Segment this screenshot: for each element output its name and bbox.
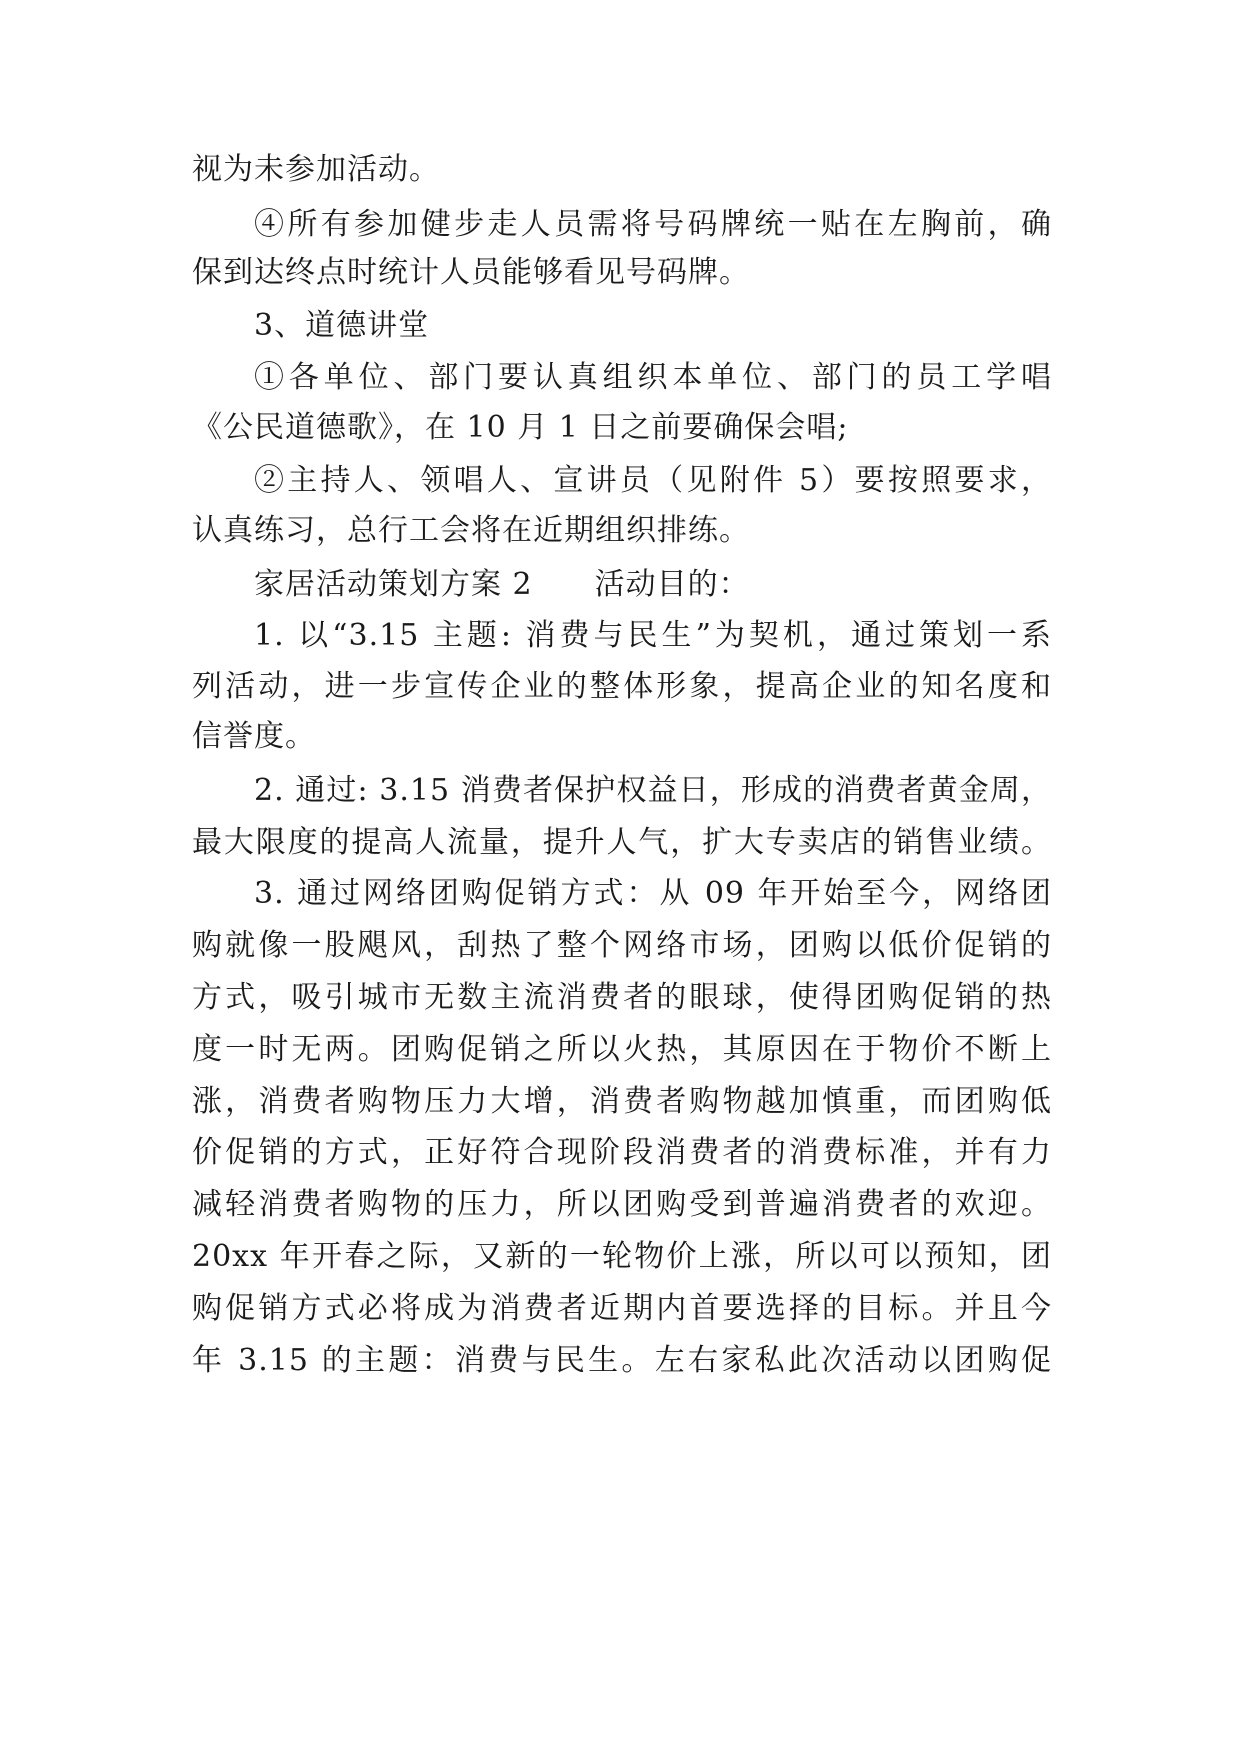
section-heading: 家居活动策划方案 2 活动目的：: [254, 567, 750, 602]
text-line: 价促销的方式，正好符合现阶段消费者的消费标准，并有力: [192, 1135, 1052, 1170]
text-line: 信誉度。: [192, 719, 316, 754]
text-line: 度一时无两。团购促销之所以火热，其原因在于物价不断上: [192, 1032, 1052, 1067]
text-line: 2. 通过: 3.15 消费者保护权益日，形成的消费者黄金周，: [254, 773, 1052, 808]
text-line: ①各单位、部门要认真组织本单位、部门的员工学唱: [254, 360, 1052, 395]
text-line: 方式，吸引城市无数主流消费者的眼球，使得团购促销的热: [192, 980, 1052, 1015]
text-line: 20xx 年开春之际，又新的一轮物价上涨，所以可以预知，团: [192, 1239, 1052, 1274]
text-line: 涨，消费者购物压力大增，消费者购物越加慎重，而团购低: [192, 1084, 1052, 1119]
text-line: 《公民道德歌》，在 10 月 1 日之前要确保会唱;: [192, 410, 849, 445]
text-line: 1. 以“3.15 主题: 消费与民生”为契机，通过策划一系: [254, 618, 1052, 653]
text-line: ②主持人、领唱人、宣讲员（见附件 5）要按照要求，: [254, 463, 1052, 498]
text-line: 最大限度的提高人流量，提升人气，扩大专卖店的销售业绩。: [192, 825, 1052, 860]
text-line: 购促销方式必将成为消费者近期内首要选择的目标。并且今: [192, 1291, 1052, 1326]
text-line: 列活动，进一步宣传企业的整体形象，提高企业的知名度和: [192, 669, 1052, 704]
section-heading: 3、道德讲堂: [254, 308, 430, 343]
text-line: 保到达终点时统计人员能够看见号码牌。: [192, 255, 750, 290]
text-line: ④所有参加健步走人员需将号码牌统一贴在左胸前，确: [254, 207, 1052, 242]
text-line: 购就像一股飓风，刮热了整个网络市场，团购以低价促销的: [192, 928, 1052, 963]
text-line: 3. 通过网络团购促销方式：从 09 年开始至今，网络团: [254, 876, 1052, 911]
text-line: 视为未参加活动。: [192, 152, 440, 187]
text-line: 年 3.15 的主题：消费与民生。左右家私此次活动以团购促: [192, 1343, 1052, 1378]
text-line: 认真练习，总行工会将在近期组织排练。: [192, 513, 750, 548]
text-line: 减轻消费者购物的压力，所以团购受到普遍消费者的欢迎。: [192, 1187, 1052, 1222]
